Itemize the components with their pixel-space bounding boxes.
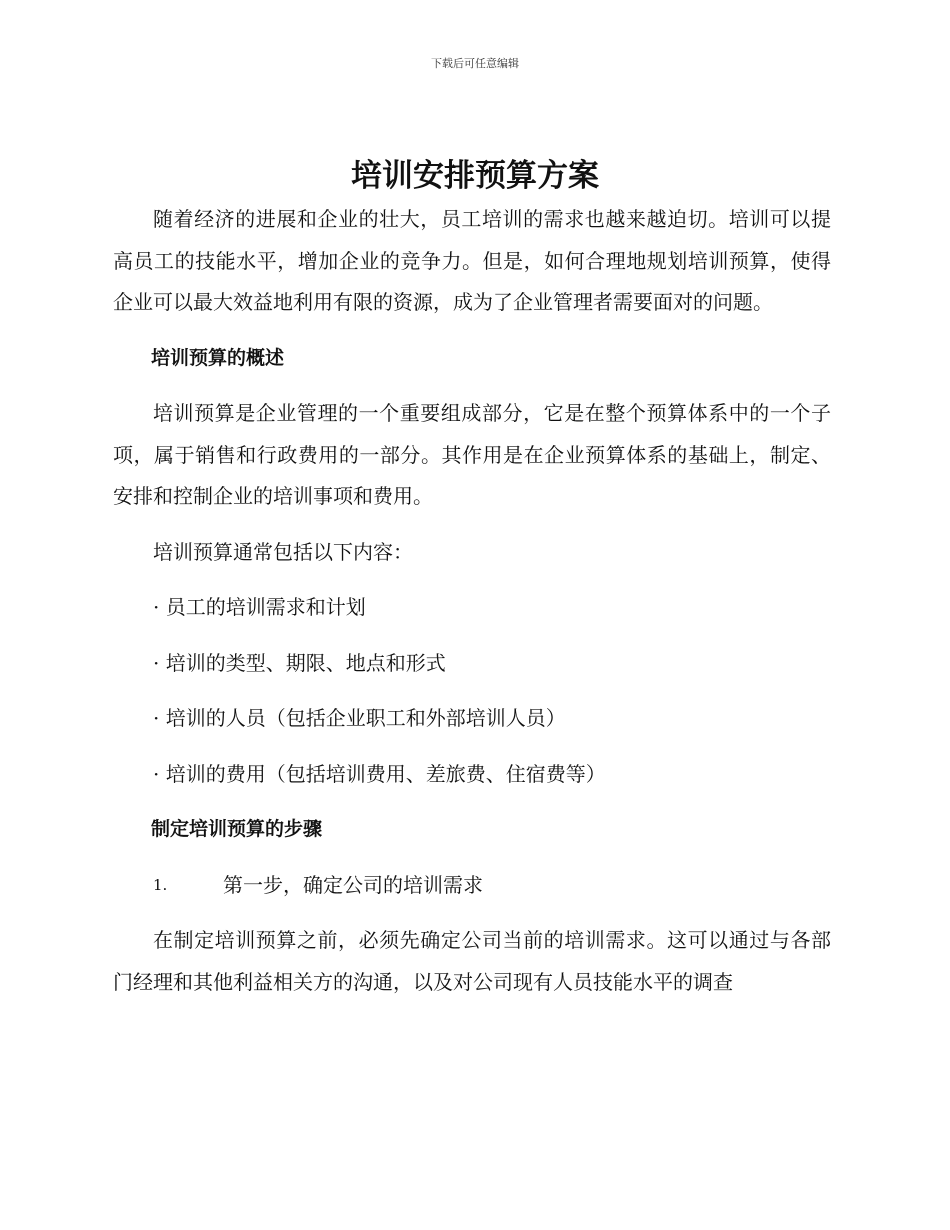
- list-item: · 培训的费用（包括培训费用、差旅费、住宿费等）: [153, 761, 606, 786]
- overview-paragraph: 培训预算是企业管理的一个重要组成部分，它是在整个预算体系中的一个子项，属于销售和行政费用的一部分。其作用是在企业预算体系的基础上，制定、安排和控制企业的培训事项和费用。: [113, 401, 831, 508]
- intro-paragraph: 随着经济的进展和企业的壮大，员工培训的需求也越来越迫切。培训可以提高员工的技能水平，增加企业的竞争力。但是，如何合理地规划培训预算，使得企业可以最大效益地利用有限的资源，成为了企业管理者需要面对的问题。: [113, 207, 831, 314]
- step-text: 第一步，确定公司的培训需求: [223, 872, 483, 897]
- header-note: 下载后可任意编辑: [431, 57, 519, 70]
- section-heading-overview: 培训预算的概述: [151, 346, 285, 369]
- list-item: · 培训的类型、期限、地点和形式: [153, 650, 446, 675]
- document-title: 培训安排预算方案: [351, 158, 599, 194]
- numbered-step: [113, 865, 831, 907]
- step-paragraph: 在制定培训预算之前，必须先确定公司当前的培训需求。这可以通过与各部门经理和其他利益相关方的沟通，以及对公司现有人员技能水平的调查: [113, 928, 831, 994]
- step-number: 1.: [153, 875, 168, 894]
- list-item: · 培训的人员（包括企业职工和外部培训人员）: [153, 706, 566, 730]
- document-body: [113, 199, 831, 1003]
- section-heading-steps: 制定培训预算的步骤: [151, 818, 323, 840]
- overview-list-intro: 培训预算通常包括以下内容：: [153, 539, 413, 564]
- list-item: · 员工的培训需求和计划: [153, 595, 366, 619]
